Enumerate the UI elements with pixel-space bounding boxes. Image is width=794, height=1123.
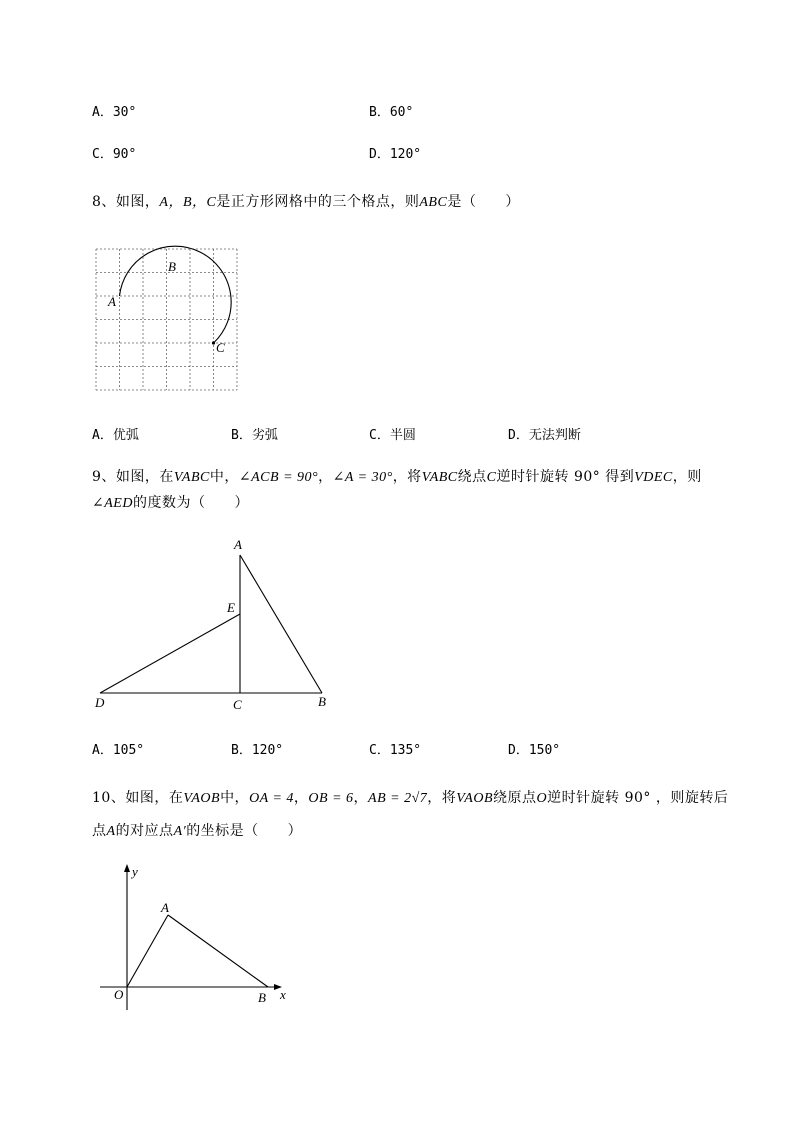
q7-option-a: A．30°: [92, 105, 137, 120]
q8-option-c: C．半圆: [369, 428, 416, 443]
label-b: B: [168, 259, 176, 274]
q7-option-c: C．90°: [92, 147, 137, 162]
q10-stem-line2: 点A的对应点A′的坐标是（ ）: [92, 823, 303, 839]
label-a: A: [234, 537, 242, 552]
label-a: A: [108, 294, 116, 309]
q9-option-c: C．135°: [369, 743, 422, 758]
q10-stem-line1: 10、如图，在VAOB中，OA = 4，OB = 6，AB = 2√7，将VAOB绕原点O逆时针旋转 90° ，则旋转后: [92, 790, 729, 806]
q9-option-d: D．150°: [508, 743, 561, 758]
q9-option-a: A．105°: [92, 743, 145, 758]
label-b: B: [258, 990, 266, 1005]
q8-option-b: B．劣弧: [231, 428, 278, 443]
label-d: D: [95, 695, 105, 710]
q9-triangle-figure: [90, 535, 340, 715]
q9-stem-line1: 9、如图，在VABC中，∠ACB = 90°，∠A = 30°，将VABC绕点C逆时针旋转 90° 得到VDEC，则: [92, 469, 702, 485]
label-x: x: [280, 987, 286, 1002]
q8-option-d: D．无法判断: [508, 428, 581, 443]
label-e: E: [227, 600, 235, 615]
arc-abc-notation: ABC: [419, 195, 448, 210]
label-y: y: [132, 864, 138, 879]
q10-coordinate-figure: [98, 862, 298, 1017]
label-c: C: [216, 340, 225, 355]
label-a: A: [161, 900, 169, 915]
q7-option-d: D．120°: [369, 147, 422, 162]
q7-option-b: B．60°: [369, 105, 414, 120]
label-o: O: [114, 987, 124, 1002]
q8-option-a: A．优弧: [92, 428, 139, 443]
label-c: C: [233, 697, 242, 712]
q8-stem: 8、如图，A，B，C是正方形网格中的三个格点，则ABC是（ ）: [92, 194, 520, 210]
q8-grid-figure: [96, 249, 238, 391]
q9-option-b: B．120°: [231, 743, 284, 758]
label-b: B: [318, 694, 326, 709]
q9-stem-line2: ∠AED的度数为（ ）: [92, 495, 249, 511]
